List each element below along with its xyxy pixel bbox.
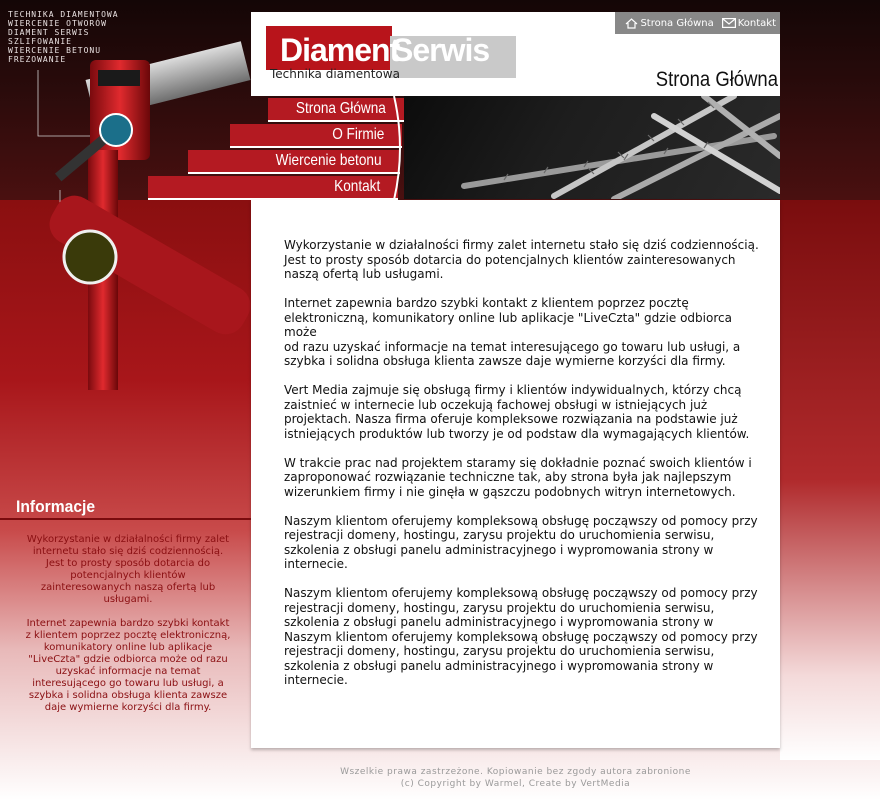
logo-word-diament: Diament xyxy=(280,32,400,68)
mail-icon xyxy=(722,18,736,28)
content-paragraph: W trakcie prac nad projektem staramy się dokładnie poznać swoich klientów i zaproponować rozwiązanie techniczne tak, aby strona była jak najlepszym wizerunkiem firmy i nie ginęła w gąszczu podobnych witryn internetowych. xyxy=(284,455,752,499)
footer-credits: (c) Copyright by Warmel, Create by VertMedia xyxy=(400,779,631,789)
right-background-fade xyxy=(780,200,880,760)
logo-word-serwis: Serwis xyxy=(392,32,490,68)
tagline-line: DIAMENT SERWIS xyxy=(8,28,90,37)
top-nav-contact-link[interactable] xyxy=(722,18,776,29)
tagline-line: FREZOWANIE xyxy=(8,55,67,64)
content-text xyxy=(284,238,764,702)
tagline-line: WIERCENIE OTWORÓW xyxy=(8,19,107,28)
nav-item-strona-glowna[interactable] xyxy=(268,98,404,122)
page-title: Strona Główna xyxy=(655,68,778,91)
footer-copyright-notice: Wszelkie prawa zastrzeżone. Kopiowanie bez zgody autora zabronione xyxy=(340,767,691,777)
nav-item-kontakt[interactable] xyxy=(148,176,398,200)
info-paragraph: Internet zapewnia bardzo szybki kontakt z klientem poprzez pocztę elektroniczną, komunikatory online lub aplikacje "LiveCzta" gdzie odbiorca może od razu uzyskać informacje na temat interesującego go towaru lub usługi, a szybka i solidna obsługa klienta zawsze daje wymierne korzyści dla firmy. xyxy=(25,618,231,713)
top-nav xyxy=(615,12,780,34)
nav-item-label: Kontakt xyxy=(333,178,380,195)
main-nav xyxy=(148,96,404,200)
content-paragraph: Vert Media zajmuje się obsługą firmy i klientów indywidualnych, którzy chcą zaistnieć w internecie lub oczekują fachowej obsługi w istniejących już projektach. Nasza firma oferuje kompleksowe rozwiązania na podstawie już istniejących produktów lub tworzy je od podstaw dla wymagających klientów. xyxy=(284,383,750,441)
tagline-line: WIERCENIE BETONU xyxy=(8,46,102,55)
nav-item-label: O Firmie xyxy=(331,126,384,143)
footer xyxy=(251,766,780,790)
tagline-line: TECHNIKA DIAMENTOWA xyxy=(8,10,119,19)
drill-illustration xyxy=(30,30,270,450)
content-paragraph: Naszym klientom oferujemy kompleksową obsługę począwszy od pomocy przy rejestracji domeny, hostingu, zarysu projektu do uruchomienia serwisu, szkolenia z obsługi panelu administracyjnego i wypromowania strony w internecie. xyxy=(284,513,758,571)
top-nav-home-label: Strona Główna xyxy=(640,17,714,29)
content-paragraph: Wykorzystanie w działalności firmy zalet internetu stało się dziś codziennością. Jest to prosty sposób dotarcia do potencjalnych klientów zainteresowanych naszą ofertą lub usługami. xyxy=(284,238,759,281)
content-paragraph: Naszym klientom oferujemy kompleksową obsługę począwszy od pomocy przy rejestracji domeny, hostingu, zarysu projektu do uruchomienia serwisu, szkolenia z obsługi panelu administracyjnego i wypromowania strony w Naszym klientom oferujemy kompleksową obsługę począwszy od pomocy przy rejestracji domeny, hostingu, zarysu projektu do uruchomienia serwisu, szkolenia z obsługi panelu administracyjnego i wypromowania strony w internecie. xyxy=(284,586,758,687)
content-paragraph: Internet zapewnia bardzo szybki kontakt z klientem poprzez pocztę elektroniczną, komunikatory online lub aplikacje "LiveCzta" gdzie odbiorca może od razu uzyskać informacje na temat interesującego go towaru lub usługi, a szybka i solidna obsługa klienta zawsze daje wymierne korzyści dla firmy. xyxy=(284,296,741,368)
nav-item-label: Wiercenie betonu xyxy=(276,152,382,169)
home-icon xyxy=(625,18,638,29)
info-divider xyxy=(0,518,251,520)
top-nav-home-link[interactable] xyxy=(625,18,713,29)
top-nav-contact-label: Kontakt xyxy=(737,17,776,29)
info-text xyxy=(24,534,232,726)
nav-item-o-firmie[interactable] xyxy=(230,124,402,148)
drill-bits-image xyxy=(404,96,780,199)
header-photo xyxy=(404,96,780,199)
nav-item-wiercenie-betonu[interactable] xyxy=(188,150,400,174)
info-heading: Informacje xyxy=(16,497,96,516)
info-paragraph: Wykorzystanie w działalności firmy zalet internetu stało się dziś codziennością. Jest to prosty sposób dotarcia do potencjalnych klientów zainteresowanych naszą ofertą lub usługami. xyxy=(26,534,230,605)
nav-item-label: Strona Główna xyxy=(296,100,386,117)
logo-tagline: Technika diamentowa xyxy=(270,67,400,81)
tagline-line: SZLIFOWANIE xyxy=(8,37,72,46)
